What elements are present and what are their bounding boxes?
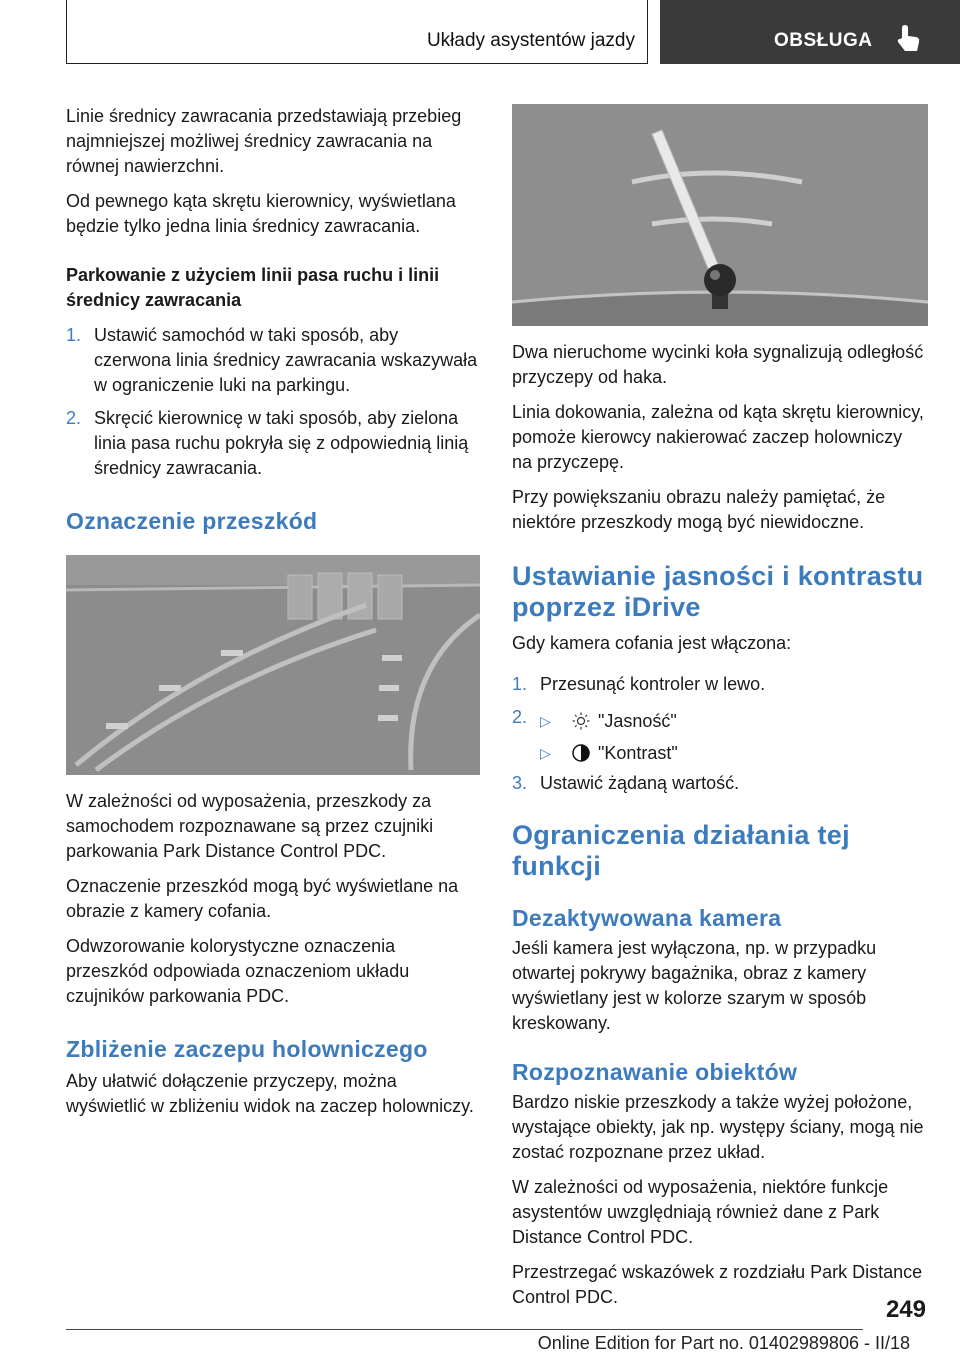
menu-option-contrast: ▷ "Kontrast": [540, 737, 926, 769]
sun-icon: [572, 712, 590, 730]
paragraph: Oznaczenie przeszkód mogą być wyświetlane na obrazie z kamery cofania.: [66, 876, 459, 921]
edition-note: Online Edition for Part no. 01402989806 - II/18: [537, 1333, 910, 1353]
heading-object-detection: Rozpoznawanie obiektów: [512, 1059, 798, 1085]
list-item: 2. Skręcić kierownicę w taki sposób, aby zielona linia pasa ruchu pokryła się z odpowiednią linią średnicy zawracania.: [66, 408, 469, 478]
paragraph: W zależności od wyposażenia, niektóre funkcje asystentów uwzględniają również dane z Park Distance Control PDC.: [512, 1177, 889, 1247]
paragraph: Przy powiększaniu obrazu należy pamiętać, że niektóre przeszkody mogą być niewidoczne.: [512, 487, 886, 532]
list-item: 2. ▷ "Jasność" ▷ "Kontrast": [512, 705, 926, 769]
menu-option-brightness: ▷ "Jasność": [540, 705, 926, 737]
paragraph: Dwa nieruchome wycinki koła sygnalizują odległość przyczepy od haka.: [512, 342, 924, 387]
menu-options: [540, 705, 926, 769]
parking-steps-list: [66, 323, 480, 481]
paragraph: Jeśli kamera jest wyłączona, np. w przypadku otwartej pokrywy bagażnika, obraz z kamery wyświetlany jest w kolorze szarym w sposób kreskowany.: [512, 938, 877, 1033]
contrast-icon: [572, 744, 590, 762]
paragraph: Od pewnego kąta skrętu kierownicy, wyświetlana będzie tylko jedna linia średnicy zawracania.: [66, 191, 456, 236]
right-column: [512, 104, 926, 1320]
list-item: 3. Ustawić żądaną wartość.: [512, 773, 740, 793]
hand-pointer-icon: [896, 24, 922, 54]
paragraph: Bardzo niskie przeszkody a także wyżej położone, wystające obiekty, jak np. występy ściany, mogą nie zostać rozpoznane przez układ.: [512, 1092, 924, 1162]
paragraph: Aby ułatwić dołączenie przyczepy, można wyświetlić w zbliżeniu widok na zaczep holowniczy.: [66, 1071, 474, 1116]
heading-brightness-contrast: Ustawianie jasności i kontrastu poprzez iDrive: [512, 561, 924, 622]
header-chapter-title: OBSŁUGA: [774, 30, 873, 51]
obstacle-marking-illustration: [66, 555, 480, 775]
heading-deactivated-camera: Dezaktywowana kamera: [512, 905, 782, 931]
triangle-bullet-icon: ▷: [540, 745, 551, 761]
triangle-bullet-icon: ▷: [540, 713, 551, 729]
paragraph: Linie średnicy zawracania przedstawiają przebieg najmniejszej możliwej średnicy zawracania na równej nawierzchni.: [66, 106, 462, 176]
paragraph: Linia dokowania, zależna od kąta skrętu kierownicy, pomoże kierowcy nakierować zaczep holowniczy na przyczepę.: [512, 402, 924, 472]
heading-obstacles: Oznaczenie przeszkód: [66, 508, 318, 534]
list-item: 1. Ustawić samochód w taki sposób, aby czerwona linia średnicy zawracania wskazywała w ograniczenie luki na parkingu.: [66, 325, 478, 395]
header-chapter-box: [660, 0, 960, 64]
paragraph: W zależności od wyposażenia, przeszkody za samochodem rozpoznawane są przez czujniki parkowania Park Distance Control PDC.: [66, 791, 434, 861]
brightness-steps-list: [512, 672, 926, 796]
header-section-box: [66, 0, 648, 64]
header-section-title: Układy asystentów jazdy: [426, 30, 635, 51]
footer-divider: [66, 1329, 863, 1330]
subheading-parking: Parkowanie z użyciem linii pasa ruchu i linii średnicy zawracania: [66, 265, 440, 310]
paragraph: Przestrzegać wskazówek z rozdziału Park Distance Control PDC.: [512, 1262, 923, 1307]
heading-hitch-zoom: Zbliżenie zaczepu holowniczego: [66, 1036, 428, 1062]
paragraph: Gdy kamera cofania jest włączona:: [512, 633, 792, 653]
paragraph: Odwzorowanie kolorystyczne oznaczenia przeszkód odpowiada oznaczeniom układu czujników parkowania PDC.: [66, 936, 410, 1006]
page-number: 249: [885, 1296, 926, 1323]
heading-limitations: Ograniczenia działania tej funkcji: [512, 820, 850, 881]
list-item: 1. Przesunąć kontroler w lewo.: [512, 674, 766, 694]
hitch-zoom-illustration: [512, 104, 928, 326]
left-column: [66, 104, 480, 1129]
